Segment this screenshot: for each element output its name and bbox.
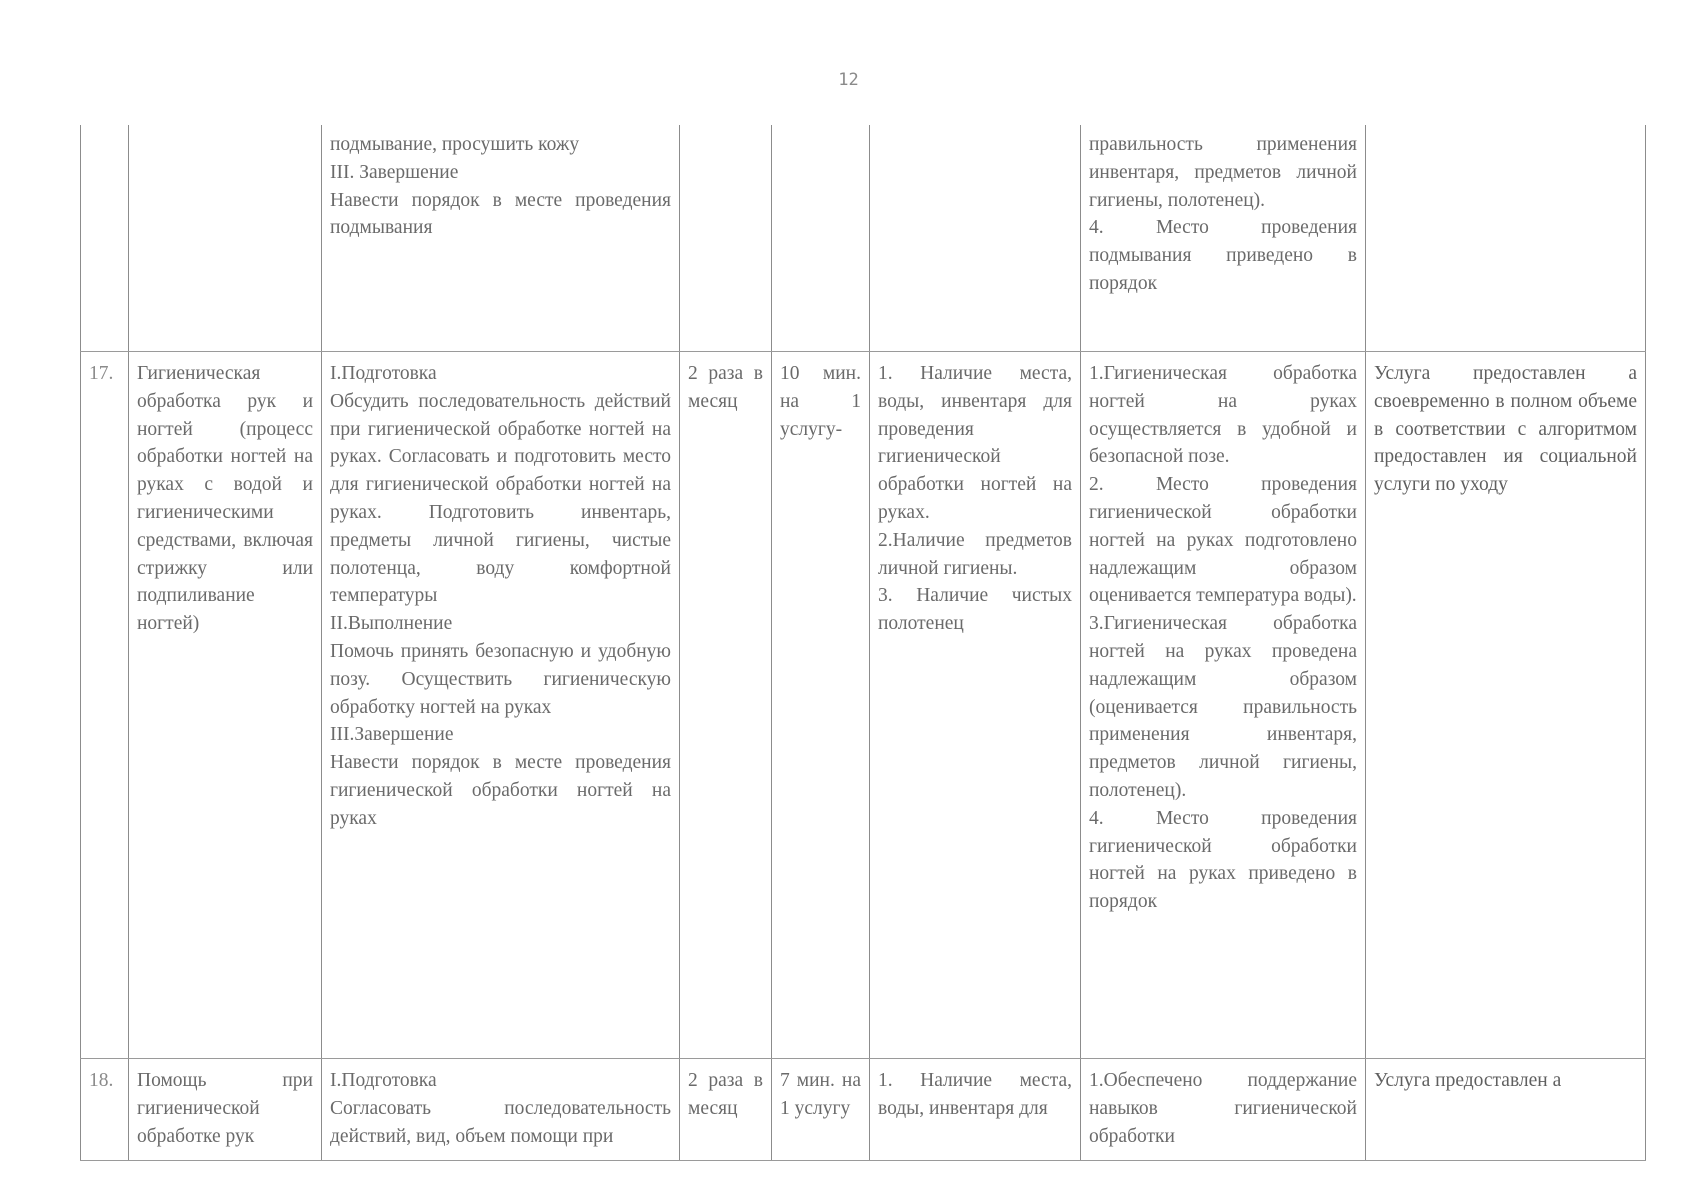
table-row — [81, 352, 1646, 1059]
service-conditions: 1. Наличие места, воды, инвентаря для проведения гигиенической обработки ногтей на руках. 2.Наличие предметов личной гигиены. 3. Наличие чистых полотенец — [870, 352, 1081, 1059]
service-result: Услуга предоставлен а своевременно в полном объеме в соответствии с алгоритмом предоставлен ия социальной услуги по уходу — [1366, 352, 1646, 1059]
service-name: Гигиеническая обработка рук и ногтей (процесс обработки ногтей на руках с водой и гигиеническими средствами, включая стрижку или подпиливание ногтей) — [129, 352, 322, 1059]
row-number — [81, 125, 129, 352]
service-frequency: 2 раза в месяц — [680, 1059, 772, 1161]
service-result: Услуга предоставлен а — [1366, 1059, 1646, 1161]
service-quality: 1.Обеспечено поддержание навыков гигиенической обработки — [1081, 1059, 1366, 1161]
table-row — [81, 1059, 1646, 1161]
row-number: 17. — [81, 352, 129, 1059]
service-name: Помощь при гигиенической обработке рук — [129, 1059, 322, 1161]
service-frequency — [680, 125, 772, 352]
service-conditions: 1. Наличие места, воды, инвентаря для — [870, 1059, 1081, 1161]
service-procedure: подмывание, просушить кожу III. Завершение Навести порядок в месте проведения подмывания — [322, 125, 680, 352]
service-procedure: I.Подготовка Согласовать последовательность действий, вид, объем помощи при — [322, 1059, 680, 1161]
service-quality: правильность применения инвентаря, предметов личной гигиены, полотенец). 4. Место проведения подмывания приведено в порядок — [1081, 125, 1366, 352]
service-result — [1366, 125, 1646, 352]
services-table — [80, 125, 1646, 1161]
service-duration — [772, 125, 870, 352]
row-number: 18. — [81, 1059, 129, 1161]
service-duration: 10 мин. на 1 услугу- — [772, 352, 870, 1059]
service-conditions — [870, 125, 1081, 352]
table-row — [81, 125, 1646, 352]
service-duration: 7 мин. на 1 услугу — [772, 1059, 870, 1161]
service-name — [129, 125, 322, 352]
page-number: 12 — [838, 70, 859, 90]
service-quality: 1.Гигиеническая обработка ногтей на руках осуществляется в удобной и безопасной позе. 2. Место проведения гигиенической обработки ногтей на руках подготовлено надлежащим образом оценивается температура воды). 3.Гигиеническая обработка ногтей на руках проведена надлежащим образом (оценивается правильность применения инвентаря, предметов личной гигиены, полотенец). 4. Место проведения гигиенической обработки ногтей на руках приведено в порядок — [1081, 352, 1366, 1059]
service-frequency: 2 раза в месяц — [680, 352, 772, 1059]
service-procedure: I.Подготовка Обсудить последовательность действий при гигиенической обработке ногтей на руках. Согласовать и подготовить место для гигиенической обработки ногтей на руках. Подготовить инвентарь, предметы личной гигиены, чистые полотенца, воду комфортной температуры II.Выполнение Помочь принять безопасную и удобную позу. Осуществить гигиеническую обработку ногтей на руках III.Завершение Навести порядок в месте проведения гигиенической обработки ногтей на руках — [322, 352, 680, 1059]
